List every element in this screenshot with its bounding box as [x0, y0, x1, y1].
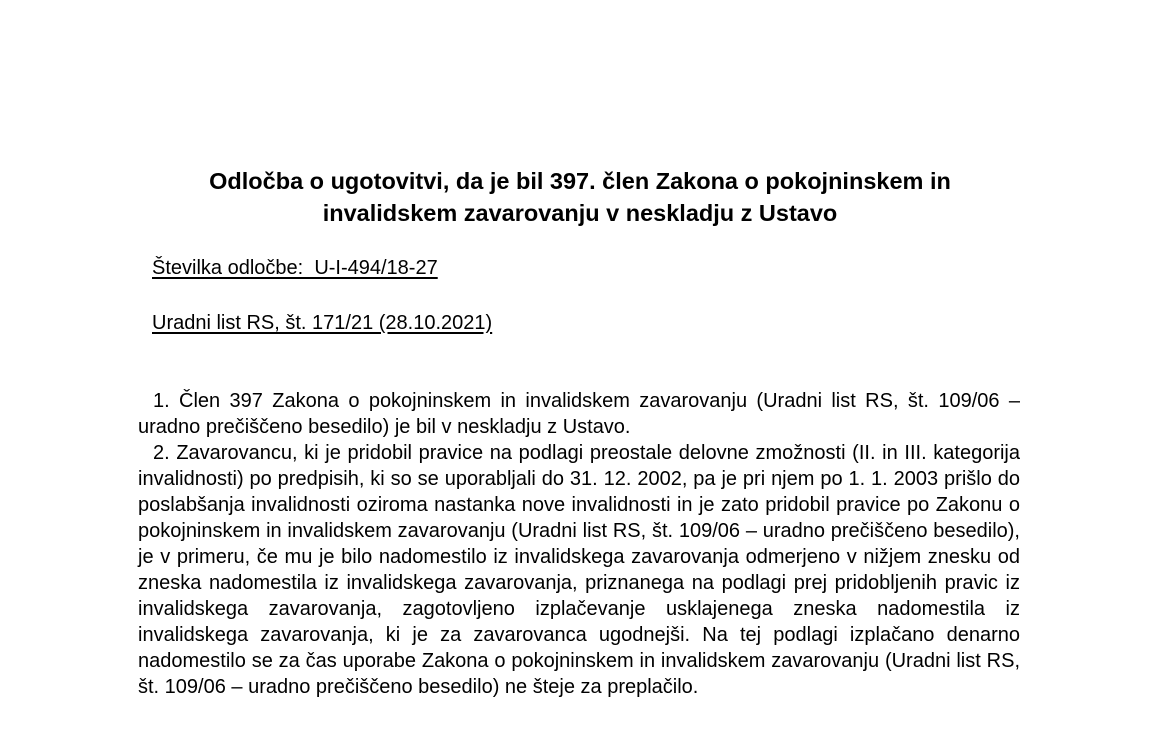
paragraph-2: 2. Zavarovancu, ki je pridobil pravice na podlagi preostale delovne zmožnosti (II. in III. kategorija invalidnosti) po predpisih, ki so se uporabljali do 31. 12. 2002, pa je pri njem po 1. 1. 2003 prišlo do poslabšanja invalidnosti oziroma nastanka nove invalidnosti in je zato pridobil pravice po Zakonu o pokojninskem in invalidskem zavarovanju (Uradni list RS, št. 109/06 – uradno prečiščeno besedilo), je v primeru, če mu je bilo nadomestilo iz invalidskega zavarovanja odmerjeno v nižjem znesku od zneska nadomestila iz invalidskega zavarovanja, priznanega na podlagi prej pridobljenih pravic iz invalidskega zavarovanja, zagotovljeno izplačevanje usklajenega zneska nadomestila iz invalidskega zavarovanja, ki je za zavarovanca ugodnejši. Na tej podlagi izplačano denarno nadomestilo se za čas uporabe Zakona o pokojninskem in invalidskem zavarovanju (Uradni list RS, št. 109/06 – uradno prečiščeno besedilo) ne šteje za preplačilo. — [138, 442, 1020, 698]
official-gazette-reference: Uradni list RS, št. 171/21 (28.10.2021) — [152, 312, 493, 334]
decision-body — [138, 388, 1020, 700]
decision-number: Številka odločbe: U-I-494/18-27 — [152, 257, 438, 279]
paragraph-1: 1. Člen 397 Zakona o pokojninskem in invalidskem zavarovanju (Uradni list RS, št. 109/06 – uradno prečiščeno besedilo) je bil v neskladju z Ustavo. — [138, 390, 1020, 438]
page-title: Odločba o ugotovitvi, da je bil 397. člen Zakona o pokojninskem in invalidskem zavarovanju v neskladju z Ustavo — [209, 168, 951, 226]
